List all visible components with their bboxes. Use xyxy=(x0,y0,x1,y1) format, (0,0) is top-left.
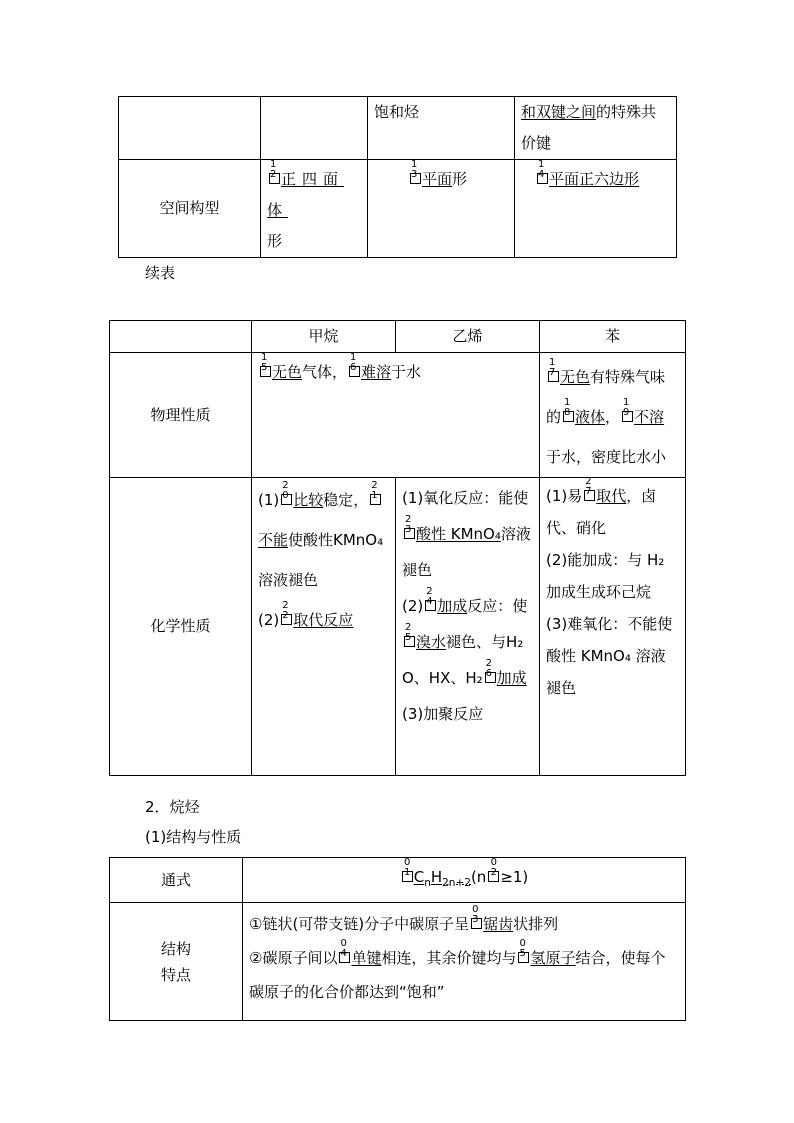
blank-box-icon xyxy=(563,397,574,422)
cell-label: 特点 xyxy=(160,965,191,984)
answer-formula xyxy=(413,867,471,889)
table-cell-special-bond xyxy=(515,97,677,160)
blank-number: 15 xyxy=(261,352,268,373)
cell-text: 反应：使 xyxy=(467,597,528,615)
blank-number: 05 xyxy=(519,938,526,959)
cell-text: ②碳原子间以 xyxy=(249,949,338,967)
formula-part: 2n+2 xyxy=(442,876,471,889)
blank-number: 13 xyxy=(411,159,418,180)
header-methane: 甲烷 xyxy=(252,321,396,353)
answer-text: 取代反应 xyxy=(293,611,354,629)
cell-text: (3)难氧化：不能使酸性 KMnO₄ 溶液褪色 xyxy=(546,615,673,697)
answer-text: 和双键之间 xyxy=(521,103,597,121)
blank-number: 20 xyxy=(282,480,289,501)
row-label-structure xyxy=(110,903,243,1021)
cell-text: (2) xyxy=(258,611,280,629)
table-cell-ethylene-shape xyxy=(368,160,515,258)
table-cell-benzene-chemical xyxy=(540,478,686,776)
table-row-formula xyxy=(110,858,686,903)
cell-text: 饱和烃 xyxy=(374,103,420,121)
table-cell xyxy=(261,97,368,160)
cell-text: (1)易 xyxy=(546,487,583,505)
answer-text: 正四面体 xyxy=(267,170,345,219)
blank-box-icon xyxy=(548,357,559,382)
blank-box-icon xyxy=(260,352,271,377)
blank-box-icon xyxy=(349,352,360,377)
blank-box-icon xyxy=(471,904,482,929)
cell-text: 稳定， xyxy=(323,491,369,509)
cell-text: 相连，其余价键均与 xyxy=(381,949,517,967)
header-ethylene: 乙烯 xyxy=(396,321,540,353)
blank-box-icon xyxy=(402,856,413,882)
answer-text: 锯齿 xyxy=(483,915,514,933)
blank-number: 19 xyxy=(623,397,630,418)
blank-box-icon xyxy=(488,856,499,882)
formula-part: n xyxy=(424,876,431,889)
cell-label: 通式 xyxy=(160,870,191,889)
section-subheading: (1)结构与性质 xyxy=(145,828,242,846)
blank-number: 18 xyxy=(564,397,571,418)
row-label-physical xyxy=(110,353,252,478)
table-cell-methane-ethylene-physical xyxy=(252,353,540,478)
cell-text: (3)加聚反应 xyxy=(402,705,484,723)
answer-text: 酸性 KMnO₄ xyxy=(416,525,501,543)
cell-text: 褪色、与H₂O、HX、H₂ xyxy=(402,633,524,687)
cell-text: 结合，使每个碳原子的化合价都达到“饱和” xyxy=(249,949,666,1001)
cell-text: 气体， xyxy=(302,363,348,381)
blank-number: 01 xyxy=(404,856,411,878)
table-cell-benzene-shape xyxy=(515,160,677,258)
blank-box-icon xyxy=(404,514,415,539)
table-cell-saturated xyxy=(368,97,515,160)
cell-label: 化学性质 xyxy=(150,617,211,635)
cell-text: 形 xyxy=(452,170,468,188)
answer-text: 难溶 xyxy=(361,363,392,381)
blank-number: 12 xyxy=(270,159,277,180)
table-cell-methane-shape xyxy=(261,160,368,258)
blank-number: 02 xyxy=(490,856,497,878)
table-header-row xyxy=(110,321,686,353)
header-benzene: 苯 xyxy=(540,321,686,353)
answer-text: 溴水 xyxy=(416,633,447,651)
table-row xyxy=(119,160,677,258)
blank-number: 16 xyxy=(350,352,357,373)
table-cell-structure xyxy=(243,903,686,1021)
blank-box-icon xyxy=(518,938,529,963)
answer-text: 加成 xyxy=(496,669,527,687)
blank-box-icon xyxy=(370,480,381,505)
cell-text: 于水 xyxy=(391,363,422,381)
blank-number: 27 xyxy=(585,476,592,497)
blank-box-icon xyxy=(485,658,496,683)
table-cell-benzene-physical xyxy=(540,353,686,478)
table-row-structure xyxy=(110,903,686,1021)
blank-box-icon xyxy=(425,586,436,611)
blank-number: 23 xyxy=(405,514,412,535)
table-cell-formula xyxy=(243,858,686,903)
answer-text: 比较 xyxy=(293,491,324,509)
cell-text: (2) xyxy=(402,597,424,615)
cell-text: 状排列 xyxy=(513,915,559,933)
answer-text: 无色 xyxy=(560,368,591,386)
blank-number: 21 xyxy=(371,480,378,501)
blank-number: 14 xyxy=(538,159,545,180)
cell-text: ，卤代、硝化 xyxy=(546,487,657,537)
cell-text: ， xyxy=(605,408,621,426)
table-cell xyxy=(119,97,261,160)
row-label-chemical xyxy=(110,478,252,776)
cell-text: 使酸性KMnO₄溶液褪色 xyxy=(258,531,384,589)
cell-text: 有特殊气味的 xyxy=(546,368,666,426)
blank-number: 22 xyxy=(282,600,289,621)
properties-table xyxy=(109,320,686,776)
blank-box-icon xyxy=(339,938,350,963)
answer-text: 无色 xyxy=(272,363,303,381)
blank-number: 25 xyxy=(405,622,412,643)
answer-text: 单键 xyxy=(351,949,382,967)
blank-box-icon xyxy=(622,397,633,422)
blank-box-icon xyxy=(269,159,280,184)
answer-text: 氢原子 xyxy=(530,949,576,967)
formula-part: H xyxy=(430,867,443,886)
row-label-formula xyxy=(110,858,243,903)
blank-box-icon xyxy=(410,159,421,184)
blank-number: 26 xyxy=(485,658,493,679)
cell-text: 溶液褪色 xyxy=(402,525,531,579)
formula-part: C xyxy=(413,867,425,886)
answer-text: 不能 xyxy=(258,531,289,549)
table-cell-ethylene-chemical xyxy=(396,478,540,776)
blank-box-icon xyxy=(281,480,292,505)
header-empty xyxy=(110,321,252,353)
answer-text: 平面 xyxy=(422,170,453,188)
blank-number: 03 xyxy=(472,904,479,925)
cell-label: 结构 xyxy=(160,939,191,958)
answer-text: 不溶 xyxy=(634,408,665,426)
cell-label: 物理性质 xyxy=(150,405,211,424)
blank-box-icon xyxy=(537,159,548,184)
cell-text: (n xyxy=(470,867,487,886)
section-heading: 2．烷烃 xyxy=(145,798,200,816)
answer-text: 平面正六边形 xyxy=(549,170,640,188)
answer-text: 加成 xyxy=(437,597,468,615)
alkane-table xyxy=(109,857,686,1021)
cell-text: (1)氧化反应：能使 xyxy=(402,489,529,507)
blank-box-icon xyxy=(584,476,595,501)
table-cell-methane-chemical xyxy=(252,478,396,776)
answer-text: 取代 xyxy=(596,487,627,505)
cell-text: 的特殊共价键 xyxy=(521,103,657,152)
cell-text: (1) xyxy=(258,491,280,509)
table-row-chemical xyxy=(110,478,686,776)
table-top-fragment xyxy=(118,96,677,258)
blank-box-icon xyxy=(281,600,292,625)
cell-text: ≥1) xyxy=(500,867,529,886)
cell-text: 形 xyxy=(267,232,283,250)
table-row-physical xyxy=(110,353,686,478)
blank-number: 17 xyxy=(549,357,556,378)
table-row xyxy=(119,97,677,160)
row-label-spatial xyxy=(119,160,261,258)
blank-number: 24 xyxy=(426,586,433,607)
blank-box-icon xyxy=(404,622,415,647)
cell-text: (2)能加成：与 H₂加成生成环己烷 xyxy=(546,551,665,601)
cell-text: ①链状(可带支链)分子中碳原子呈 xyxy=(249,915,470,933)
continued-label: 续表 xyxy=(145,264,176,282)
cell-text: 于水，密度比水小 xyxy=(546,448,667,466)
blank-number: 04 xyxy=(340,938,347,959)
answer-text: 液体 xyxy=(575,408,606,426)
cell-label: 空间构型 xyxy=(159,199,220,217)
